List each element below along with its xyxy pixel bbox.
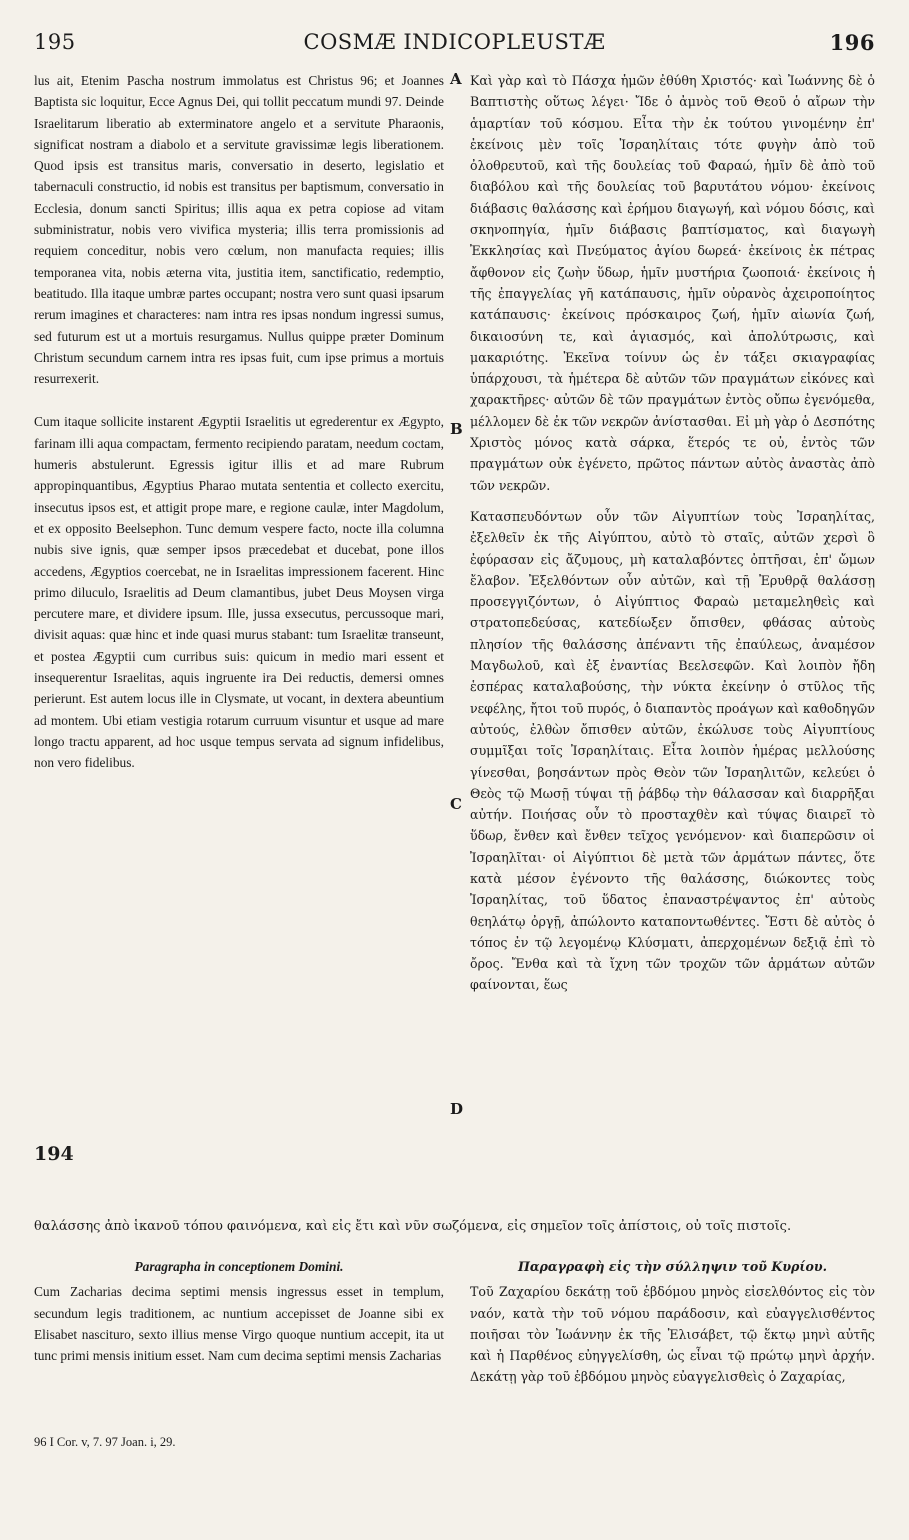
latin-section-heading: Paragrapha in conceptionem Domini.: [134, 1259, 344, 1274]
greek-paragraph-2: Κατασπευδόντων οὖν τῶν Αἰγυπτίων τοὺς Ἰσραηλίτας, ἐξελθεῖν ἐκ τῆς Αἰγύπτου, αὐτὸ τὸ σταῖς, αὐτῶν χερσὶ ὃ ἐφύρασαν εἰς ἄζυμους, μὴ καταλαβόντες ὀπτῆσαι, ἐπ' ὤμων ἔλαβον. Ἐξελθόντων οὖν αὐτῶν, καὶ τῇ Ἐρυθρᾷ θαλάσσῃ προσεγγιζόντων, ὁ Αἰγύπτιος Φαραὼ μεταμεληθεὶς καὶ στρατοπεδεύσας, κατεδίωξεν ὄπισθεν, φθάσας αὐτοὺς πλησίον τῆς θαλάσσης ἀπέναντι τῆς ἐπαύλεως, ἀναμέσον Μαγδωλοῦ, καὶ ἐξ ἐναντίας Βεελσεφῶν. Καὶ λοιπὸν ἤδη ἑσπέρας καταλαβούσης, τὴν νύκτα ἐκείνην ὁ στῦλος τῆς νεφέλης, ἤτοι τοῦ πυρός, ὁ διαπαντὸς προάγων καὶ καθοδηγῶν αὐτούς, ἐλθὼν ὄπισθεν αὐτῶν, ἐκώλυσε τοὺς Αἰγυπτίους συμμῖξαι τοῖς Ἰσραηλίταις. Εἶτα λοιπὸν ἡμέρας μελλούσης γίνεσθαι, βοησάντων πρὸς Θεὸν τῶν Ἰσραηλιτῶν, κελεύει ὁ Θεὸς τῷ Μωσῇ τύψαι τῇ ῥάβδῳ τὴν θάλασσαν καὶ διαρρῆξαι αὐτήν. Ποιήσας οὖν τὸ προσταχθὲν καὶ τύψας διαιρεῖ τὸ ὕδωρ, ἔνθεν καὶ ἔνθεν τεῖχος γενόμενον· καὶ διαπερῶσιν οἱ Ἰσραηλῖται· οἱ Αἰγύπτιοι δὲ μετὰ τῶν ἁρμάτων πάντες, ὅτε κατὰ μέσον ἐγένοντο τῆς θαλάσσης, διώκοντες τοὺς Ἰσραηλίτας, τοῦ ὕδατος ἐπαναστρέψαντος ἐπ' αὐτοὺς θεηλάτῳ ὀργῇ, ἀπώλοντο καταποντωθέντες. Ἔστι δὲ αὐτὸς ὁ τόπος ἐν τῷ λεγομένῳ Κλύσματι, ἀπερχομένων δεξιᾷ ἐπὶ τὸ ὄρος. Ἔνθα καὶ τὰ ἴχνη τῶν τροχῶν τῶν ἁρμάτων αὐτῶν φαίνονται, ἕως: [470, 508, 875, 993]
latin-paragraph-3: Cum Zacharias decima septimi mensis ingressus esset in templum, secundum legis traditionem, ac nuntium accepisset de Joanne sibi ex Elisabet nasciturо, sexto illius mense Virgo quoque nuntium accepit, ita ut tunc primi mensis initium esset. Nam cum decima septimi mensis Zacharias: [34, 1284, 444, 1364]
running-header: [34, 30, 875, 64]
latin-column: [34, 70, 444, 774]
right-page-number: 196: [829, 30, 875, 55]
margin-letter-c: C: [450, 795, 462, 813]
full-width-line: θαλάσσης ἀπὸ ἱκανοῦ τόπου φαινόμενα, καὶ εἰς ἔτι καὶ νῦν σωζόμενα, εἰς σημεῖον τοῖς ἀπίστοις, οὐ τοῖς πιστοῖς.: [34, 1219, 792, 1234]
running-title: COSMÆ INDICOPLEUSTÆ: [303, 30, 606, 54]
greek-section-heading: Παραγραφὴ εἰς τὴν σύλληψιν τοῦ Κυρίου.: [517, 1259, 828, 1274]
inner-page-marker: 194: [34, 1143, 74, 1165]
footnotes: 96 I Cor. v, 7. 97 Joan. i, 29.: [34, 1435, 176, 1449]
margin-letter-d: D: [450, 1100, 464, 1118]
margin-letter-b: B: [450, 420, 463, 438]
greek-column: [470, 70, 875, 996]
greek-paragraph-3: Τοῦ Ζαχαρίου δεκάτῃ τοῦ ἑβδόμου μηνὸς εἰσελθόντος εἰς τὸν ναόν, κατὰ τὴν τοῦ νόμου παράδοσιν, καὶ εὐαγγελισθέντος ποιῆσαι τὸν Ἰωάννην ἐκ τῆς Ἐλισάβετ, τῷ ἕκτῳ μηνὶ αὐτῆς καὶ ἡ Παρθένος εὐηγγελίσθη, ὡς εἶναι τῷ πρώτῳ μηνὶ ἀρχήν. Δεκάτῃ γὰρ τοῦ ἑβδόμου μηνὸς εὐαγγελισθεὶς ὁ Ζαχαρίας,: [470, 1284, 875, 1385]
margin-letter-a: A: [450, 70, 462, 88]
greek-section-2: [470, 1256, 875, 1388]
latin-paragraph-2: Cum itaque sollicite instarent Ægyptii Israelitis ut egrederentur ex Ægypto, farinam illi aqua compactam, fermento recipiendo paratam, needum coctam, humeris abstulerunt. Egressis igitur illis et ad mare Rubrum appropinquantibus, Ægyptius Pharao mutata sententia et collecto exercitu, insecutus ipsos est, et attigit prope mare, e regione caulæ, inter Magdolum, et ex opposito Beelsephon. Tunc demum vespere facto, nocte illa columna nubis sive ignis, quæ semper ipsos præcedebat et ducebat, pone illos accedens, Ægyptios coercebat, ne in Israelitas impressionem facerent. Hinc primo diluculo, Israelitis ad Deum clamantibus, jubet Deus Moysen virga percutere mare, et dividere ipsum. Ille, jussa exsecutus, percussoque mari, divisit aquas: quæ hinc et inde quasi murus stabant: tum Israelitæ transeunt, et postea Ægyptii cum curribus suis: quicum in medio mari essent et insequerentur Israelitas, aquis ingruente ira Dei reductis, demersi omnes perierunt. Est autem locus ille in Clysmate, ut vocant, in dextera abeuntium ad montem. Ubi etiam vestigia rotarum curruum visuntur et usque ad mare longo tractu apparent, ad hoc usque tempus servata ad signum infidelibus, non vero fidelibus.: [34, 414, 444, 771]
latin-paragraph-1: lus ait, Etenim Pascha nostrum immolatus est Christus 96; et Joannes Baptista sic loquitur, Ecce Agnus Dei, qui tollit peccatum mundi 97. Deinde Israelitarum liberatio ab exterminatore angelo et a servitute Pharaonis, significat nostram a diabolo et a servitute gravissimæ legis liberationem. Quod ipsis est transitus maris, conversatio in deserto, legislatio et tabernaculi constructio, id nobis est transitus per baptismum, conversatio in Ecclesia, donum sancti Spiritus; illis aqua ex petra copiose ad vitam subministratur, nobis vero vivifica mysteria; illis terra promissionis ad requiem conceditur, nobis vero cœlum, non manufacta requies; illis temporanea vita, nobis æterna vita, justitia item, sanctificatio, redemptio, beatitudo. Illa itaque umbræ partes occupant; nostra vero sunt quasi ipsarum rerum imagines et characteres: nam intra res ipsas nondum ingressi sumus, sed futurum est ut a mortuis resurgamus. Nullus quippe præter Dominum Christum secundum carnem intra res ipsas fuit, cum ipse primus a mortuis resurrexerit.: [34, 73, 444, 387]
latin-section-2: [34, 1256, 444, 1366]
greek-paragraph-1: Καὶ γὰρ καὶ τὸ Πάσχα ἡμῶν ἐθύθη Χριστός· καὶ Ἰωάννης δὲ ὁ Βαπτιστὴς οὕτως λέγει· Ἴδε ὁ ἀμνὸς τοῦ Θεοῦ ὁ αἴρων τὴν ἁμαρτίαν τοῦ κόσμου. Εἶτα τὴν ἐκ τούτου γινομένην ἐπ' ἐκείνοις μὲν τοῖς Ἰσραηλίταις τότε φυγὴν ἀπὸ τοῦ ὀλοθρευτοῦ, καὶ τῆς δουλείας τοῦ Φαραώ, ἡμῖν δὲ ἀπὸ τοῦ διαβόλου καὶ τῆς δουλείας τοῦ βαρυτάτου νόμου· ἐκείνοις διάβασις θαλάσσης καὶ ἐρήμου διαγωγή, καὶ νόμου δόσις, καὶ σκηνοπηγία, ἡμῖν διάβασις βαπτίσματος, καὶ διαγωγὴ Ἐκκλησίας καὶ Πνεύματος ἁγίου δωρεά· ἐκείνοις ἐκ πέτρας ἄφθονον εἰς ζωὴν ὕδωρ, ἡμῖν μυστήρια ζωοποιά· ἐκείνοις ἡ τῆς ἐπαγγελίας γῆ κατάπαυσις, ἡμῖν οὐρανὸς ἀχειροποίητος κατάπαυσις· ἐκείνοις πρόσκαιρος ζωή, ἡμῖν αἰωνία ζωή, δικαιοσύνη τε, καὶ ἁγιασμός, καὶ ἀπολύτρωσις, καὶ μακαριότης. Ἐκεῖνα τοίνυν ὡς ἐν τάξει σκιαγραφίας ὑπάρχουσι, τὰ ἡμέτερα δὲ αὐτῶν τῶν πραγμάτων εἰκόνες καὶ χαρακτῆρες· αὐτῶν δὲ τῶν πραγμάτων ἐντὸς οὔπω ἐγενόμεθα, μέλλομεν δὲ ἐκ τῶν νεκρῶν ἀνίστασθαι. Εἰ μὴ γὰρ ὁ Δεσπότης Χριστὸς μόνος κατὰ σάρκα, ἕτερός τε οὐ, ἐντὸς τῶν πραγμάτων οὐκ ἐγένετο, πρῶτος πάντων αὐτὸς ἀναστὰς ἀπὸ τῶν νεκρῶν.: [470, 73, 875, 493]
left-page-number: 195: [34, 30, 76, 54]
